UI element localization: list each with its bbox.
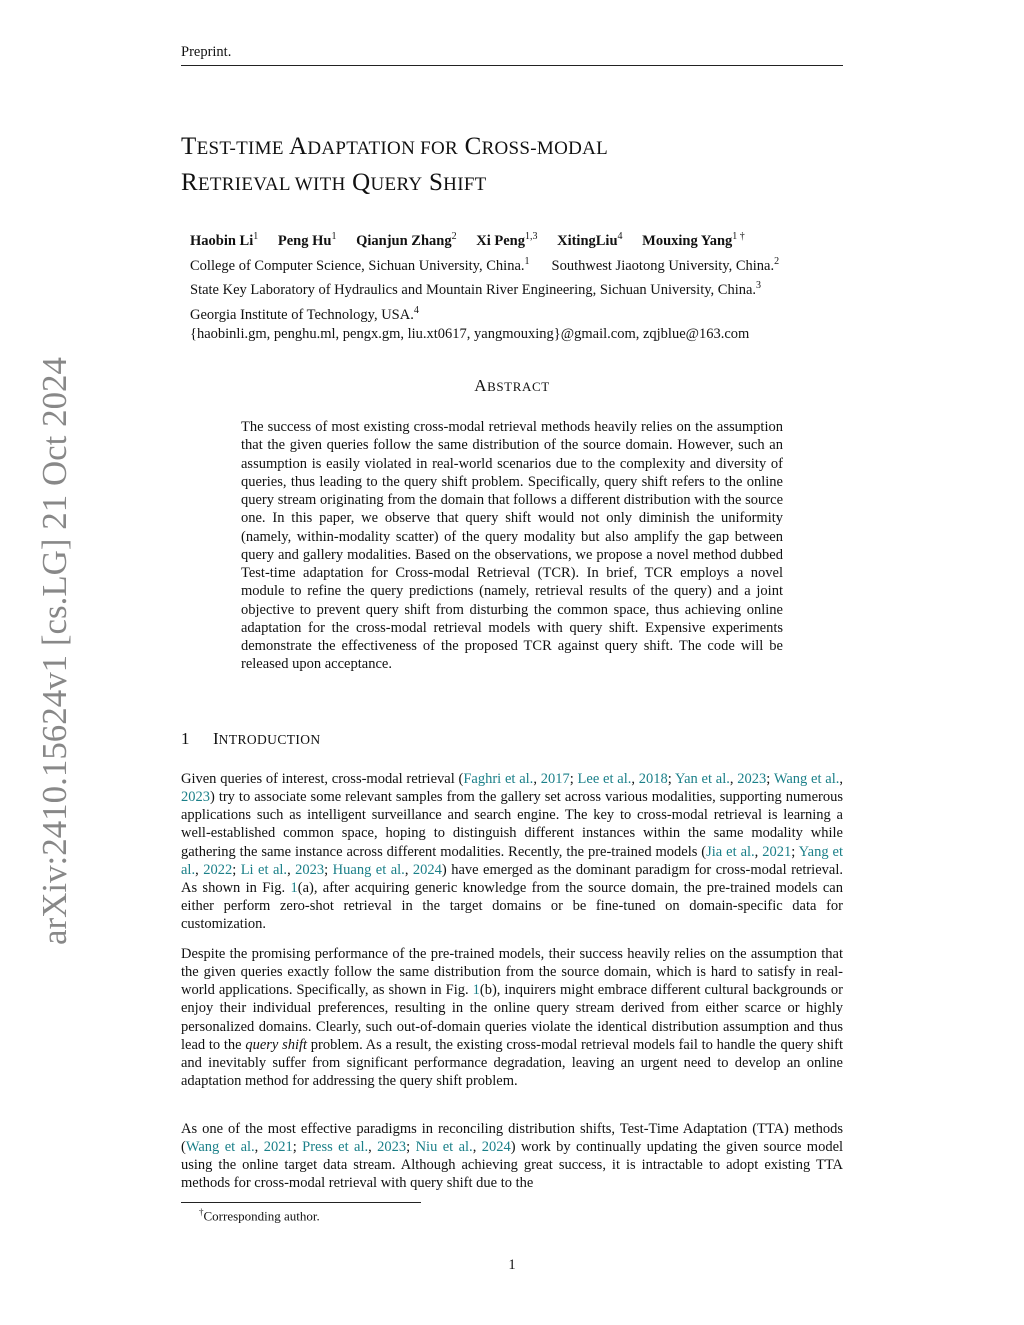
emphasis-query-shift: query shift bbox=[245, 1036, 308, 1053]
intro-paragraph-2: Despite the promising performance of the pre-trained models, their success heavily relies on the assumption that the given queries exactly follow the same distribution from the source domain, which is hard to satisfy in real-world applications. Specifically, as shown in Fig. 1(b), inquirers might embrace different cultural backgrounds or enjoy their individual preferences, resulting in the online query stream derived from either scarce or highly personalized domains. Clearly, such out-of-domain queries violate the identical distribution assumption and thus lead to the query shift problem. As a result, the existing cross-modal retrieval models fail to handle the query shift and inevitably suffer from significant performance degradation, leaving an urgent need to develop an online adaptation method for addressing the query shift problem. bbox=[181, 946, 843, 1090]
footnote-rule bbox=[181, 1202, 421, 1203]
author: Peng Hu$^1$ bbox=[277, 231, 337, 249]
citation-link[interactable]: Wang et al. bbox=[773, 771, 840, 787]
arxiv-stamp-text: arXiv:2410.15624v1 [cs.LG] 21 Oct 2024 bbox=[35, 355, 74, 945]
author-emails: {haobinli.gm, penghu.ml, pengx.gm, liu.xt0617, yangmouxing}@gmail.com, zqjblue@163.com bbox=[190, 325, 750, 342]
citation-link[interactable]: Lee et al. bbox=[577, 771, 632, 787]
citation-year-link[interactable]: 2021 bbox=[762, 843, 792, 860]
citation-link[interactable]: Press et al. bbox=[302, 1139, 369, 1156]
arxiv-side-stamp bbox=[28, 355, 78, 945]
intro-paragraph-3: As one of the most effective paradigms in reconciling distribution shifts, Test-Time Adaptation (TTA) methods (Wang et al., 2021; Press et al., 2023; Niu et al., 2024) work by continually updating the given source model using the online target data stream. Although achieving great success, it is intractable to adopt existing TTA methods for cross-modal retrieval with query shift due to the bbox=[181, 1121, 844, 1192]
title-line-2: RETRIEVAL WITH QUERY SHIFT bbox=[181, 169, 487, 196]
citation-link[interactable]: Yan et al. bbox=[675, 771, 730, 787]
citation-year-link[interactable]: 2021 bbox=[263, 1139, 293, 1156]
affiliation-line-1: College of Computer Science, Sichuan University, China.$^1$ Southwest Jiaotong University, China.$^2$ bbox=[190, 256, 780, 274]
affiliations bbox=[190, 252, 779, 344]
page-number: 1 bbox=[508, 1257, 516, 1273]
author: XitingLiu$^4$ bbox=[557, 231, 623, 249]
abstract-text: The success of most existing cross-modal retrieval methods heavily relies on the assumption that the given queries follow the same distribution of the source domain. However, such an assumption is easily violated in real-world scenarios due to the complexity and diversity of queries, thus leading to the query shift problem. Specifically, query shift refers to the online query stream originating from the domain that follows a different distribution with the source one. In this paper, we observe that query shift would not only diminish the uniformity (namely, within-modality scatter) of the query modality but also amplify the gap between query and gallery modalities. Based on the observations, we propose a novel method dubbed Test-time adaptation for Cross-modal Retrieval (TCR). In brief, TCR employs a novel module to refine the query predictions (namely, retrieval results of the query) and a joint objective to prevent query shift from disturbing the common space, thus achieving online adaptation for the cross-modal retrieval models with query shift. Expensive experiments demonstrate the effectiveness of the proposed TCR against query shift. The code will be released upon acceptance. bbox=[241, 419, 783, 673]
author-list bbox=[190, 231, 761, 250]
citation-link[interactable]: Niu et al. bbox=[415, 1139, 473, 1156]
affiliation-line-3: Georgia Institute of Technology, USA.$^4$ bbox=[190, 304, 419, 323]
figure-ref-link[interactable]: 1 bbox=[290, 879, 298, 896]
section-heading-introduction: 1 INTRODUCTION bbox=[181, 729, 321, 748]
author: Haobin Li$^1$ bbox=[190, 231, 259, 249]
citation-year-link[interactable]: 2023 bbox=[181, 789, 210, 806]
citation-link[interactable]: Wang et al. bbox=[185, 1139, 255, 1156]
author: Qianjun Zhang$^2$ bbox=[356, 231, 457, 249]
title-line-1: TEST-TIME ADAPTATION FOR CROSS-MODAL bbox=[181, 133, 609, 160]
citation-link[interactable]: Jia et al. bbox=[706, 843, 755, 860]
citation-link[interactable]: Faghri et al. bbox=[463, 771, 534, 787]
paper-title bbox=[181, 130, 608, 202]
citation-year-link[interactable]: 2024 bbox=[481, 1139, 511, 1156]
citation-link[interactable]: Li et al. bbox=[240, 861, 288, 878]
abstract-heading: ABSTRACT bbox=[474, 376, 550, 395]
citation-year-link[interactable]: 2023 bbox=[737, 771, 767, 787]
intro-paragraph-1: Given queries of interest, cross-modal retrieval (Faghri et al., 2017; Lee et al., 2018; Yan et al., 2023; Wang et al., 2023) try to associate some relevant samples from the gallery set across various modalities, supporting numerous applications such as intelligent surveillance and search engine. The key to cross-modal retrieval is learning a well-established common space, hoping to distinguish different instances within the same modality while gathering the same instance across different modalities. Recently, the pre-trained models (Jia et al., 2021; Yang et al., 2022; Li et al., 2023; Huang et al., 2024) have emerged as the dominant paradigm for cross-modal retrieval. As shown in Fig. 1(a), after acquiring generic knowledge from the source domain, the pre-trained models can either perform zero-shot retrieval in the target domains or be fine-tuned on domain-specific data for customization. bbox=[181, 771, 844, 933]
author: Mouxing Yang$^{1 \dagger}$ bbox=[642, 231, 745, 249]
citation-year-link[interactable]: 2023 bbox=[295, 861, 325, 878]
citation-year-link[interactable]: 2018 bbox=[638, 771, 668, 787]
affiliation-line-2: State Key Laboratory of Hydraulics and Mountain River Engineering, Sichuan University, China.$^3$ bbox=[190, 280, 762, 299]
running-header: Preprint. bbox=[181, 44, 232, 60]
footnote: †Corresponding author. bbox=[199, 1207, 320, 1224]
author: Xi Peng$^{1,3}$ bbox=[476, 231, 538, 249]
citation-link[interactable]: Yang et al. bbox=[181, 843, 843, 878]
citation-year-link[interactable]: 2017 bbox=[540, 771, 570, 787]
header-rule bbox=[181, 65, 843, 66]
citation-year-link[interactable]: 2023 bbox=[377, 1139, 407, 1156]
citation-link[interactable]: Huang et al. bbox=[332, 861, 405, 878]
figure-ref-link[interactable]: 1 bbox=[472, 982, 480, 999]
citation-year-link[interactable]: 2024 bbox=[412, 861, 442, 878]
citation-year-link[interactable]: 2022 bbox=[203, 861, 233, 878]
